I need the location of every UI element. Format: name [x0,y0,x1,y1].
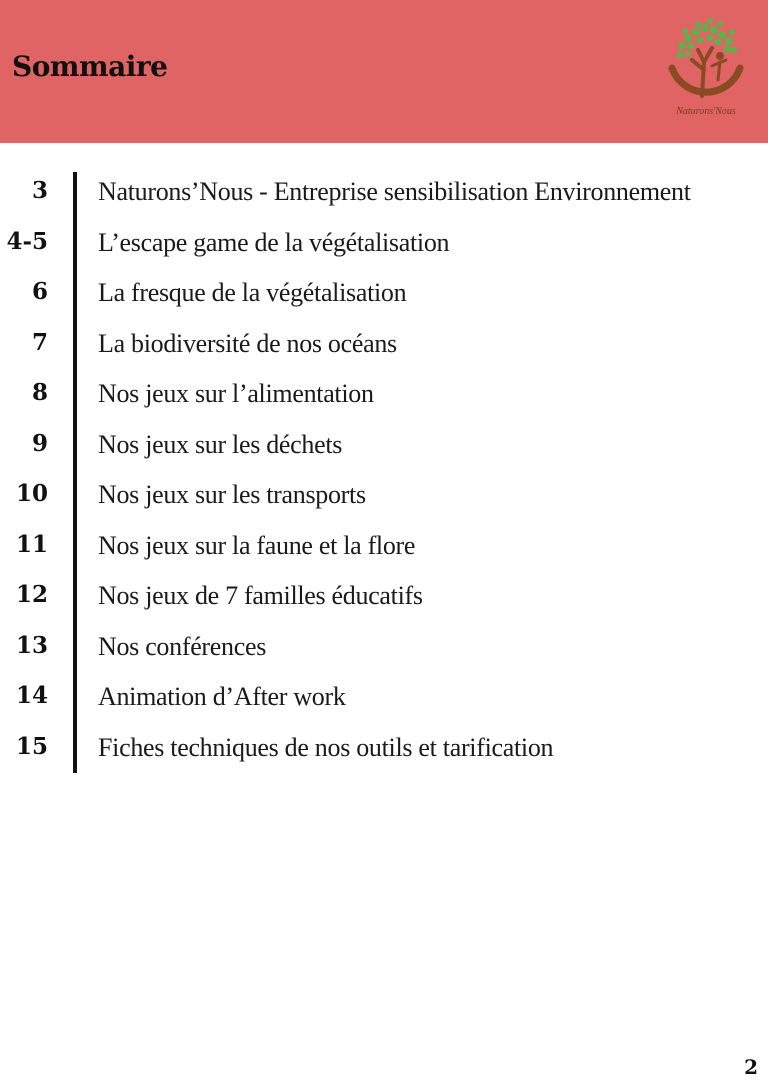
toc-page-number: 6 [31,278,48,305]
toc-page-number: 7 [31,328,48,356]
toc-entry-label: Nos jeux sur les transports [98,480,366,509]
toc-entry-label: Animation d’After work [98,682,346,711]
toc-entry[interactable] [0,222,768,273]
toc-entry[interactable] [0,525,768,576]
toc-entry[interactable] [0,373,768,424]
toc-entry-label: Nos jeux sur les déchets [98,429,343,459]
toc-entry-label: Nos conférences [98,631,267,661]
naturons-nous-logo [658,10,754,130]
logo-wordmark: Naturons'Nous [676,106,736,117]
table-of-contents [0,171,768,777]
toc-entry[interactable] [0,171,768,222]
page-number: 2 [744,1055,758,1079]
toc-page-number: 15 [15,732,48,760]
toc-page-number: 4-5 [6,227,48,255]
toc-entry[interactable] [0,272,768,323]
toc-entry-label: La fresque de la végétalisation [98,278,407,307]
toc-entry-label: Nos jeux sur l’alimentation [98,379,374,408]
toc-entry[interactable] [0,424,768,475]
toc-page-number: 11 [15,530,48,558]
toc-entry-label: L’escape game de la végétalisation [98,227,450,257]
toc-page-number: 9 [31,429,48,457]
toc-entry-label: Naturons’Nous - Entreprise sensibilisation Environnement [98,177,691,206]
page-title: Sommaire [12,50,168,83]
toc-entry-label: Nos jeux sur la faune et la flore [98,530,416,560]
toc-page-number: 14 [15,682,48,709]
toc-entry[interactable] [0,323,768,374]
toc-entry-label: Fiches techniques de nos outils et tarification [98,732,554,762]
toc-entry[interactable] [0,626,768,677]
tree-logo-icon [658,10,754,106]
toc-entry[interactable] [0,727,768,778]
toc-page-number: 12 [15,581,48,608]
toc-page-number: 13 [15,631,48,659]
toc-entry[interactable] [0,474,768,525]
toc-entry[interactable] [0,676,768,727]
toc-entry-label: Nos jeux de 7 familles éducatifs [98,581,423,610]
toc-page-number: 10 [15,480,48,507]
toc-entry[interactable] [0,575,768,626]
toc-page-number: 3 [31,177,48,204]
toc-page-number: 8 [31,379,48,406]
header-banner [0,0,768,143]
toc-entry-label: La biodiversité de nos océans [98,328,397,358]
